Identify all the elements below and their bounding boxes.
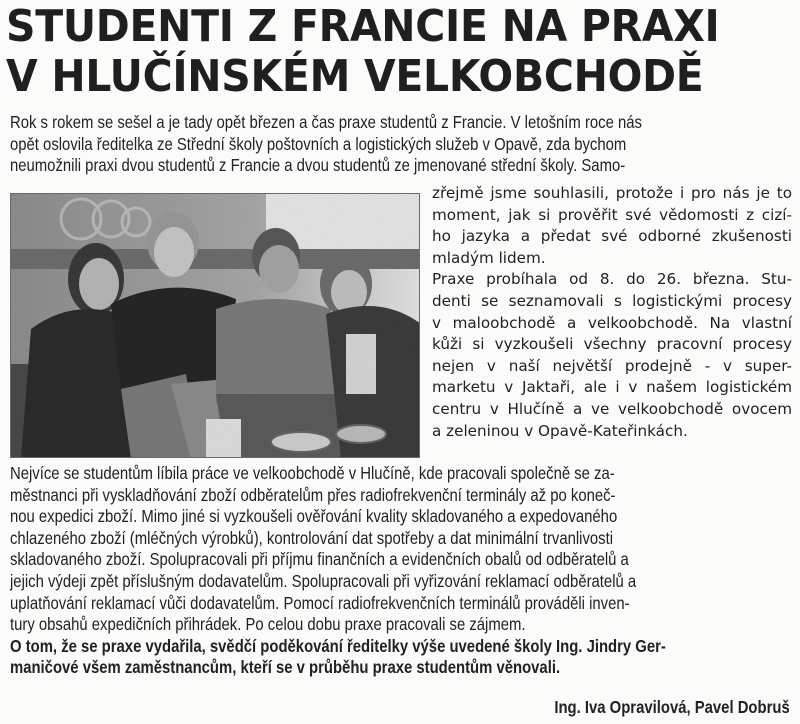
- photo-image: [11, 194, 420, 458]
- text-line: opět oslovila ředitelka ze Střední školy poštovních a logistických služeb v Opavě, zda bychom: [10, 133, 627, 154]
- text-line: nou expedici zboží. Mimo jiné si vyzkoušeli ověřování kvality skladovaného a expedovaného: [10, 506, 618, 527]
- closing-line: O tom, že se praxe vydařila, svědčí poděkování ředitelky výše uvedené školy Ing. Jindry Ger-: [10, 635, 666, 656]
- headline-line-1: STUDENTI Z FRANCIE NA PRAXI: [6, 1, 720, 52]
- text-line: Nejvíce se studentům líbila práce ve velkoobchodě v Hlučíně, kde pracovali společně se za-: [10, 463, 615, 483]
- intro-paragraph: [10, 112, 642, 177]
- text-line: Praxe probíhala od 8. do 26. března. Stu-: [432, 270, 792, 289]
- text-line: zřejmě jsme souhlasili, protože i pro nás je to: [432, 184, 792, 202]
- text-line: městnanci při vyskladňování zboží odběratelům přes radiofrekvenční terminály až po koneč-: [10, 484, 616, 505]
- text-line: jejich výdeji zpět příslušným dodavatelům. Spolupracovali při vyřizování reklamací odběratelů a: [10, 570, 637, 591]
- article-headline: [6, 2, 741, 102]
- text-line: neumožnili praxi dvou studentů z Francie a dvou studentů ze jmenované střední školy. Samo-: [10, 155, 626, 176]
- closing-line: maničové všem zaměstnancům, kteří se v průběhu praxe studentům věnovali.: [10, 657, 561, 678]
- text-line: denti se seznamovali s logistickými procesy: [432, 291, 792, 310]
- text-line: v maloobchodě a velkoobchodě. Na vlastní: [432, 313, 792, 332]
- main-body-paragraph: [10, 463, 666, 679]
- text-line: a zeleninou v Opavě-Kateřinkách.: [432, 421, 688, 440]
- students-photo: [10, 193, 420, 458]
- text-line: nejen v naší největší prodejně - v super-: [432, 356, 792, 375]
- text-line: tury obsahů expedičních přihrádek. Po celou dobu praxe pracovali se zájmem.: [10, 614, 526, 635]
- headline-line-2: V HLUČÍNSKÉM VELKOBCHODĚ: [6, 51, 704, 102]
- text-line: mladým lidem.: [432, 248, 546, 267]
- text-line: marketu v Jaktaři, ale i v našem logistickém: [432, 378, 792, 397]
- text-line: chlazeného zboží (mléčných výrobků), kontrolování dat spotřeby a dat minimální trvanlivosti: [10, 527, 614, 548]
- author-signature: Ing. Iva Opravilová, Pavel Dobruš: [554, 697, 790, 717]
- text-line: skladovaného zboží. Spolupracovali při příjmu finančních a evidenčních obalů od odběratelů a: [10, 549, 629, 570]
- text-line: moment, jak si prověřit své vědomosti z cizí-: [432, 205, 792, 224]
- text-line: uplatňování reklamací vůči dodavatelům. Pomocí radiofrekvenčních terminálů prováděli inven-: [10, 592, 630, 613]
- text-line: centru v Hlučíně a ve velkoobchodě ovocem: [432, 399, 792, 418]
- side-column-text: [432, 183, 792, 442]
- text-line: Rok s rokem se sešel a je tady opět březen a čas praxe studentů z Francie. V letošním roce nás: [10, 112, 642, 132]
- text-line: kůži si vyzkoušeli všechny pracovní procesy: [432, 335, 792, 354]
- text-line: ho jazyka a předat své odborné zkušenosti: [432, 227, 792, 246]
